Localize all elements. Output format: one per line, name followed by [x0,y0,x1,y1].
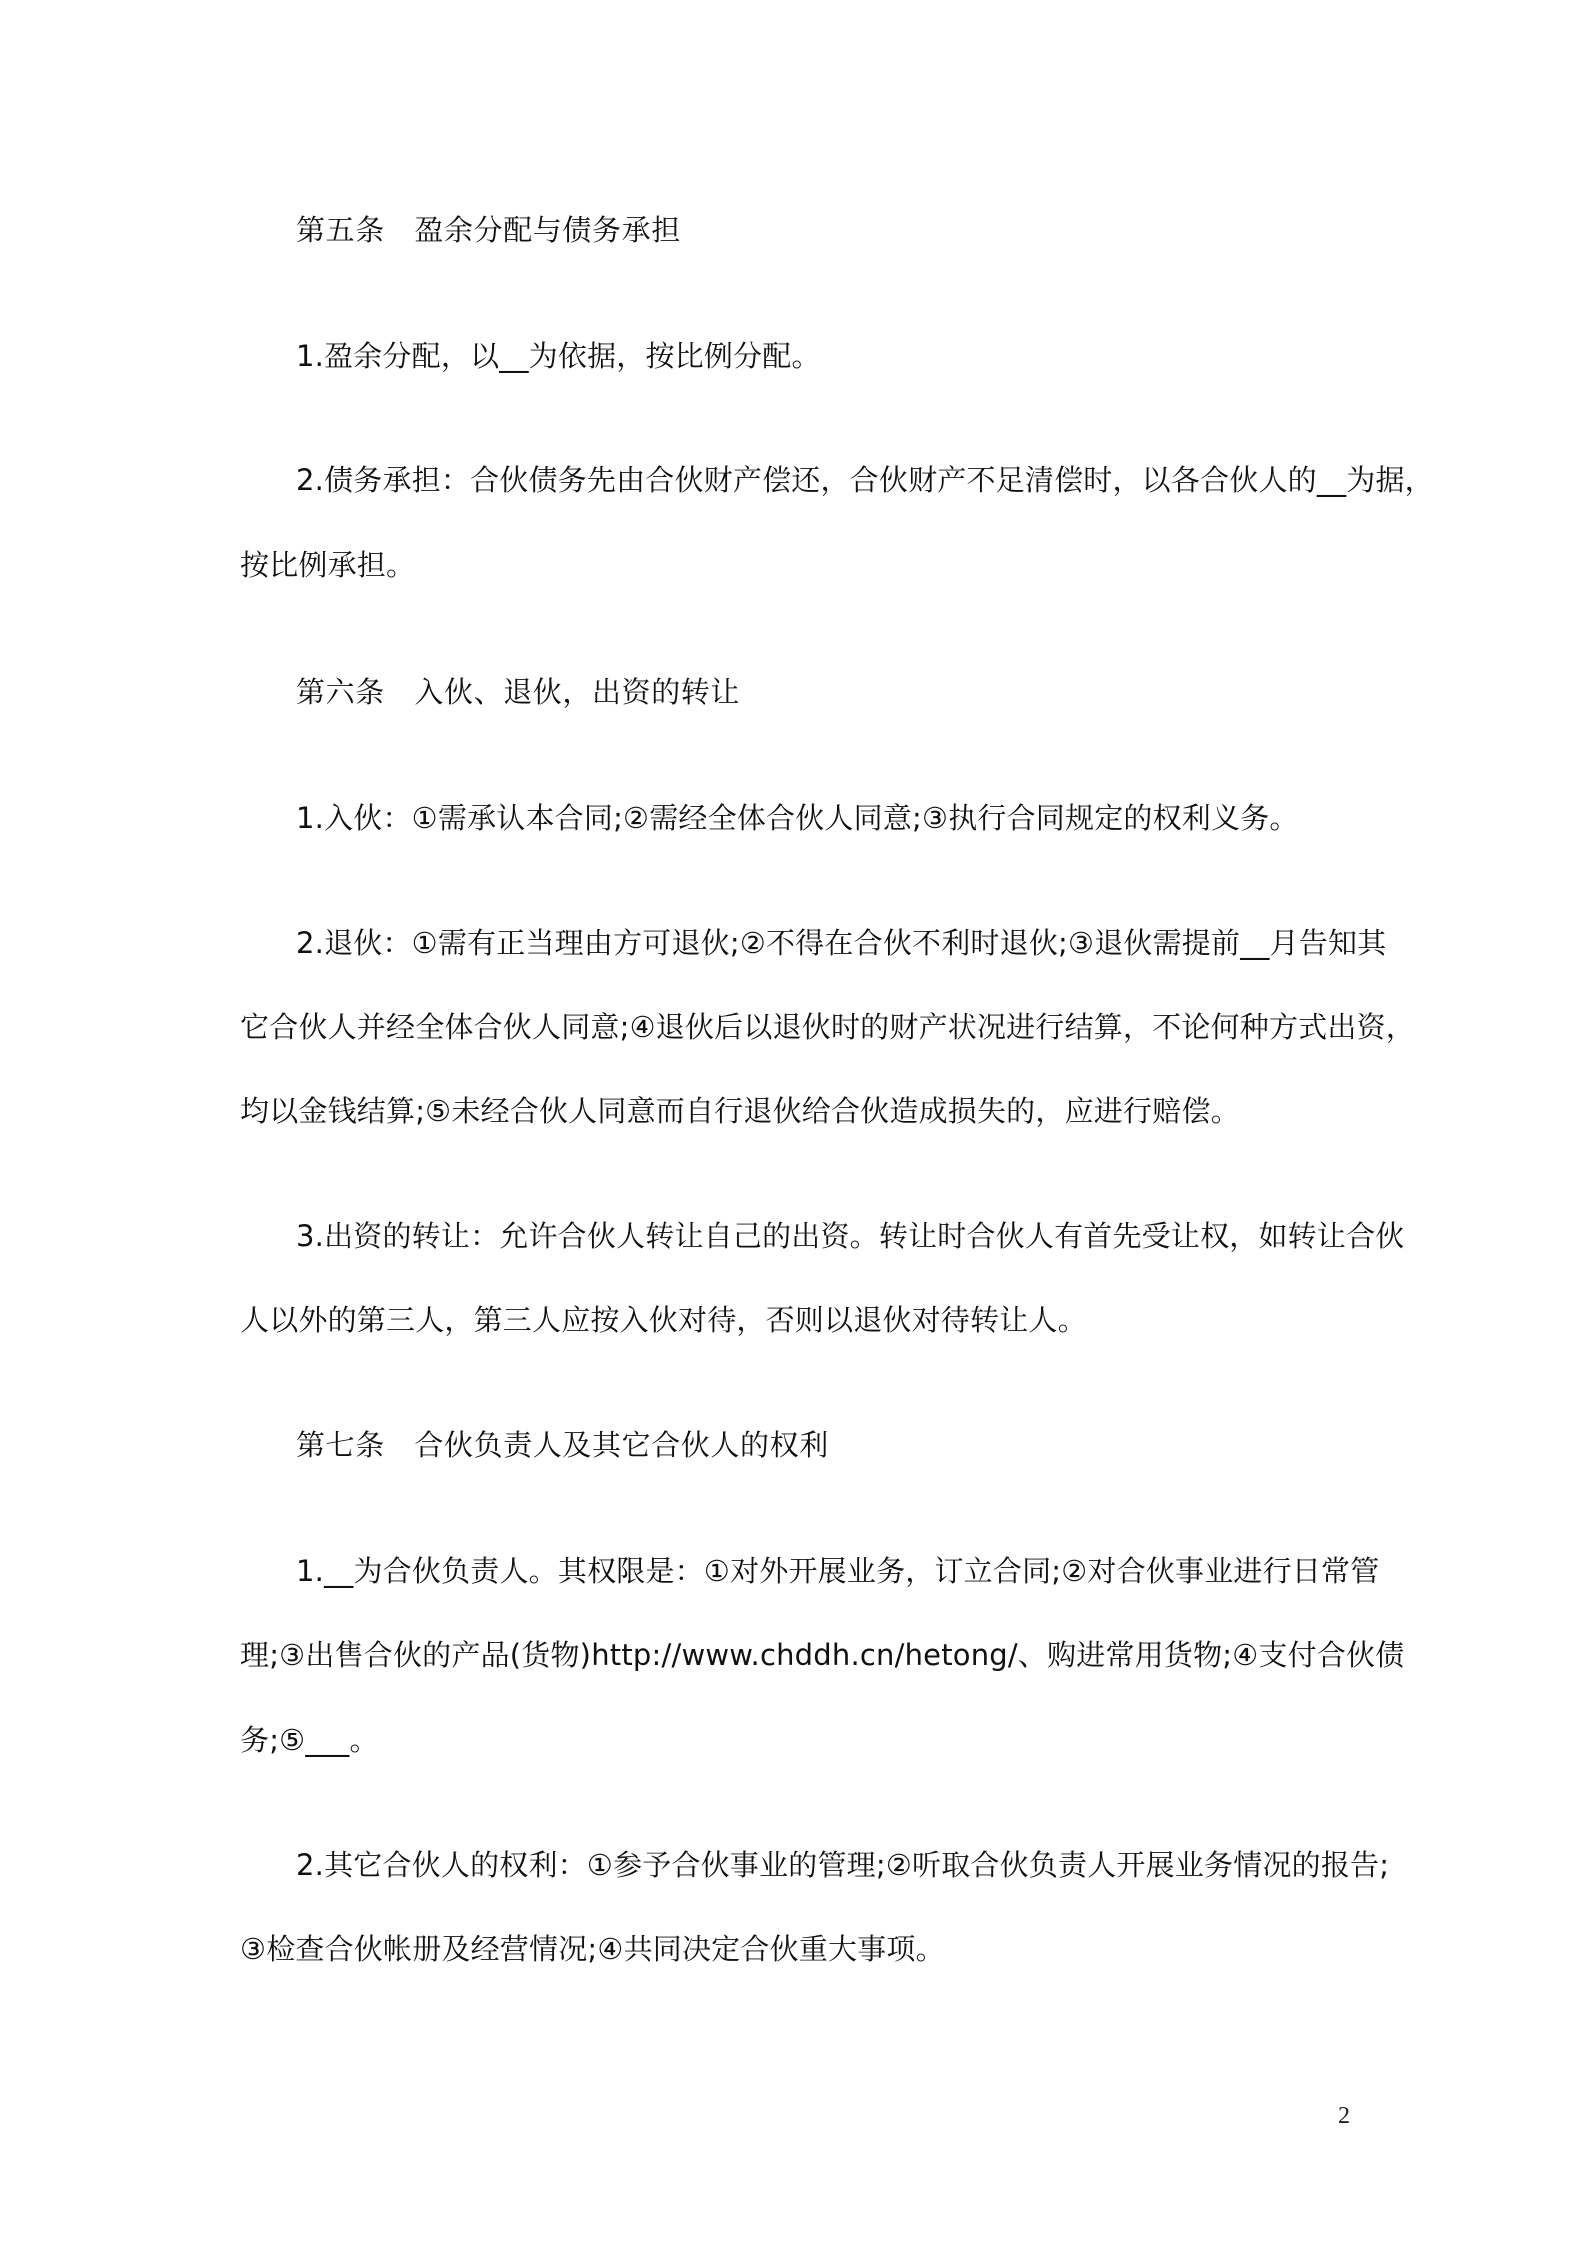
article-6-item-2-line-2: 它合伙人并经全体合伙人同意;④退伙后以退伙时的财产状况进行结算，不论何种方式出资， [240,1010,1415,1044]
article-7-heading: 第七条 合伙负责人及其它合伙人的权利 [296,1428,829,1462]
article-6-item-1: 1.入伙：①需承认本合同;②需经全体合伙人同意;③执行合同规定的权利义务。 [296,801,1299,835]
article-5-item-2-line-1: 2.债务承担：合伙债务先由合伙财产偿还，合伙财产不足清偿时，以各合伙人的__为据， [296,463,1434,497]
article-7-item-1-line-2: 理;③出售合伙的产品(货物)http://www.chddh.cn/hetong/、购进常用货物;④支付合伙债 [240,1638,1405,1672]
article-6-item-3-line-1: 3.出资的转让：允许合伙人转让自己的出资。转让时合伙人有首先受让权，如转让合伙 [296,1219,1405,1253]
article-7-item-1-line-1: 1.__为合伙负责人。其权限是：①对外开展业务，订立合同;②对合伙事业进行日常管 [296,1554,1380,1588]
article-5-item-1: 1.盈余分配，以__为依据，按比例分配。 [296,339,821,373]
article-6-item-2-line-3: 均以金钱结算;⑤未经合伙人同意而自行退伙给合伙造成损失的，应进行赔偿。 [240,1094,1240,1128]
article-6-item-2-line-1: 2.退伙：①需有正当理由方可退伙;②不得在合伙不利时退伙;③退伙需提前__月告知其 [296,926,1387,960]
article-6-heading: 第六条 入伙、退伙，出资的转让 [296,675,741,709]
article-5-item-2-line-2: 按比例承担。 [240,548,416,582]
article-5-heading: 第五条 盈余分配与债务承担 [296,213,681,247]
article-6-item-3-line-2: 人以外的第三人，第三人应按入伙对待，否则以退伙对待转让人。 [240,1303,1087,1337]
article-7-item-1-line-3: 务;⑤___。 [240,1723,379,1757]
page-number: 2 [1338,2103,1350,2129]
article-7-item-2-line-2: ③检查合伙帐册及经营情况;④共同决定合伙重大事项。 [240,1932,945,1966]
article-7-item-2-line-1: 2.其它合伙人的权利：①参予合伙事业的管理;②听取合伙负责人开展业务情况的报告; [296,1848,1390,1882]
